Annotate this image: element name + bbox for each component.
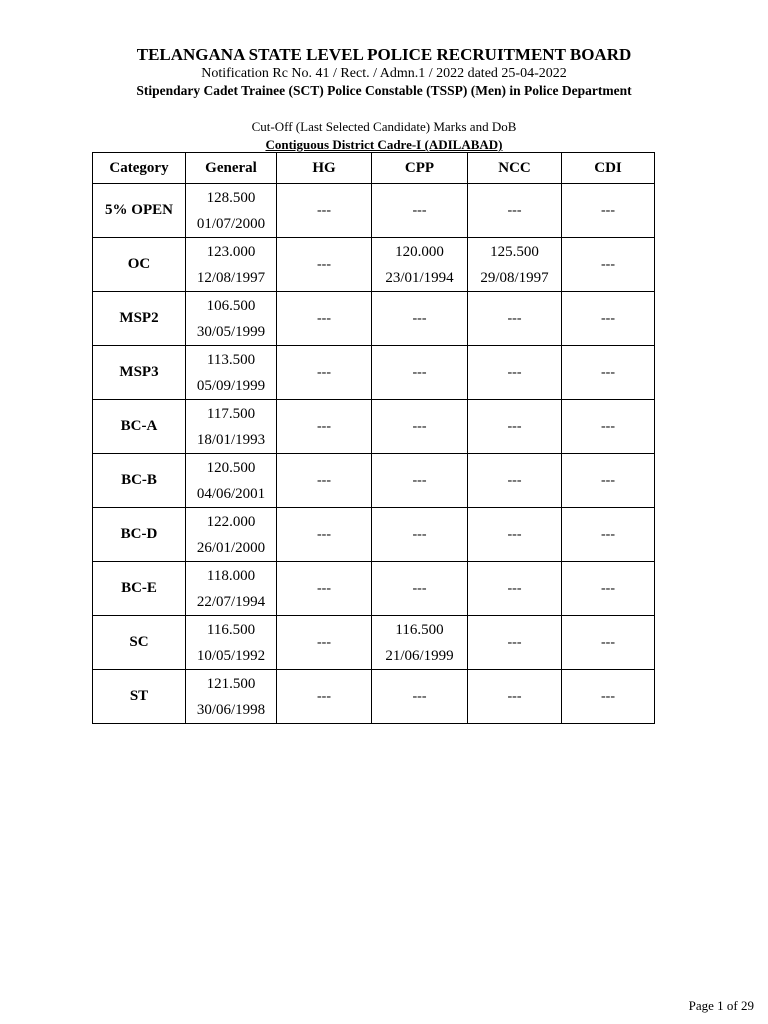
general-cell (186, 562, 277, 616)
hg-cell: --- (277, 346, 372, 400)
category-cell: OC (93, 238, 186, 292)
ncc-cell: --- (468, 508, 562, 562)
dob-value: 01/07/2000 (196, 215, 266, 232)
table-header-row (93, 153, 655, 184)
cpp-cell (372, 238, 468, 292)
column-header: CDI (562, 153, 655, 184)
table-row (93, 616, 655, 670)
table-row (93, 184, 655, 238)
table-row (93, 454, 655, 508)
dob-value: 04/06/2001 (196, 485, 266, 502)
category-cell: MSP3 (93, 346, 186, 400)
cpp-cell: --- (372, 184, 468, 238)
category-cell: BC-A (93, 400, 186, 454)
general-cell (186, 346, 277, 400)
hg-cell: --- (277, 238, 372, 292)
ncc-cell: --- (468, 400, 562, 454)
category-cell: BC-E (93, 562, 186, 616)
dob-value: 23/01/1994 (385, 269, 454, 286)
hg-cell: --- (277, 508, 372, 562)
cpp-cell: --- (372, 562, 468, 616)
general-cell (186, 616, 277, 670)
category-cell: ST (93, 670, 186, 724)
cpp-cell: --- (372, 400, 468, 454)
dob-value: 22/07/1994 (196, 593, 266, 610)
table-row (93, 670, 655, 724)
column-header: HG (277, 153, 372, 184)
dob-value: 29/08/1997 (480, 269, 549, 286)
cpp-cell: --- (372, 454, 468, 508)
cpp-cell: --- (372, 508, 468, 562)
cdi-cell: --- (562, 670, 655, 724)
marks-value: 120.500 (206, 459, 256, 476)
cdi-cell: --- (562, 616, 655, 670)
marks-value: 121.500 (206, 675, 256, 692)
column-header: General (186, 153, 277, 184)
marks-value: 123.000 (206, 243, 256, 260)
category-cell: BC-B (93, 454, 186, 508)
ncc-cell: --- (468, 346, 562, 400)
cutoff-table (92, 152, 655, 724)
dob-value: 18/01/1993 (196, 431, 266, 448)
ncc-cell: --- (468, 670, 562, 724)
cdi-cell: --- (562, 562, 655, 616)
category-cell: BC-D (93, 508, 186, 562)
marks-value: 118.000 (206, 567, 256, 584)
general-cell (186, 454, 277, 508)
hg-cell: --- (277, 454, 372, 508)
table-row (93, 508, 655, 562)
cpp-cell (372, 616, 468, 670)
cdi-cell: --- (562, 184, 655, 238)
general-cell (186, 508, 277, 562)
cpp-cell: --- (372, 670, 468, 724)
page-number: Page 1 of 29 (688, 998, 754, 1013)
ncc-cell: --- (468, 184, 562, 238)
notification-line: Notification Rc No. 41 / Rect. / Admn.1 / 2022 dated 25-04-2022 (201, 66, 567, 81)
category-cell: SC (93, 616, 186, 670)
marks-value: 116.500 (395, 621, 444, 638)
table-row (93, 346, 655, 400)
dob-value: 21/06/1999 (385, 647, 454, 664)
table-row (93, 562, 655, 616)
marks-value: 117.500 (206, 405, 256, 422)
hg-cell: --- (277, 292, 372, 346)
marks-value: 128.500 (206, 189, 256, 206)
table-row (93, 292, 655, 346)
general-cell (186, 400, 277, 454)
table-row (93, 238, 655, 292)
dob-value: 12/08/1997 (196, 269, 266, 286)
cpp-cell: --- (372, 292, 468, 346)
hg-cell: --- (277, 400, 372, 454)
marks-value: 113.500 (206, 351, 256, 368)
marks-value: 122.000 (206, 513, 256, 530)
hg-cell: --- (277, 616, 372, 670)
cdi-cell: --- (562, 454, 655, 508)
ncc-cell: --- (468, 454, 562, 508)
column-header: Category (93, 153, 186, 184)
ncc-cell: --- (468, 616, 562, 670)
general-cell (186, 670, 277, 724)
post-title: Stipendary Cadet Trainee (SCT) Police Constable (TSSP) (Men) in Police Department (136, 83, 632, 98)
cutoff-caption: Cut-Off (Last Selected Candidate) Marks and DoB (251, 119, 517, 134)
table-row (93, 400, 655, 454)
ncc-cell: --- (468, 292, 562, 346)
cdi-cell: --- (562, 346, 655, 400)
hg-cell: --- (277, 184, 372, 238)
board-title: TELANGANA STATE LEVEL POLICE RECRUITMENT BOARD (136, 45, 632, 64)
marks-value: 120.000 (395, 243, 444, 260)
category-cell: MSP2 (93, 292, 186, 346)
general-cell (186, 292, 277, 346)
dob-value: 30/05/1999 (196, 323, 266, 340)
general-cell (186, 184, 277, 238)
general-cell (186, 238, 277, 292)
hg-cell: --- (277, 670, 372, 724)
cdi-cell: --- (562, 238, 655, 292)
ncc-cell: --- (468, 562, 562, 616)
cdi-cell: --- (562, 400, 655, 454)
category-cell: 5% OPEN (93, 184, 186, 238)
dob-value: 05/09/1999 (196, 377, 266, 394)
table-body (93, 184, 655, 724)
cdi-cell: --- (562, 508, 655, 562)
marks-value: 106.500 (206, 297, 256, 314)
marks-value: 125.500 (490, 243, 539, 260)
column-header: NCC (468, 153, 562, 184)
hg-cell: --- (277, 562, 372, 616)
cdi-cell: --- (562, 292, 655, 346)
cpp-cell: --- (372, 346, 468, 400)
dob-value: 30/06/1998 (196, 701, 266, 718)
column-header: CPP (372, 153, 468, 184)
marks-value: 116.500 (206, 621, 256, 638)
ncc-cell (468, 238, 562, 292)
cadre-title: Contiguous District Cadre-I (ADILABAD) (265, 137, 503, 152)
dob-value: 10/05/1992 (196, 647, 266, 664)
dob-value: 26/01/2000 (196, 539, 266, 556)
